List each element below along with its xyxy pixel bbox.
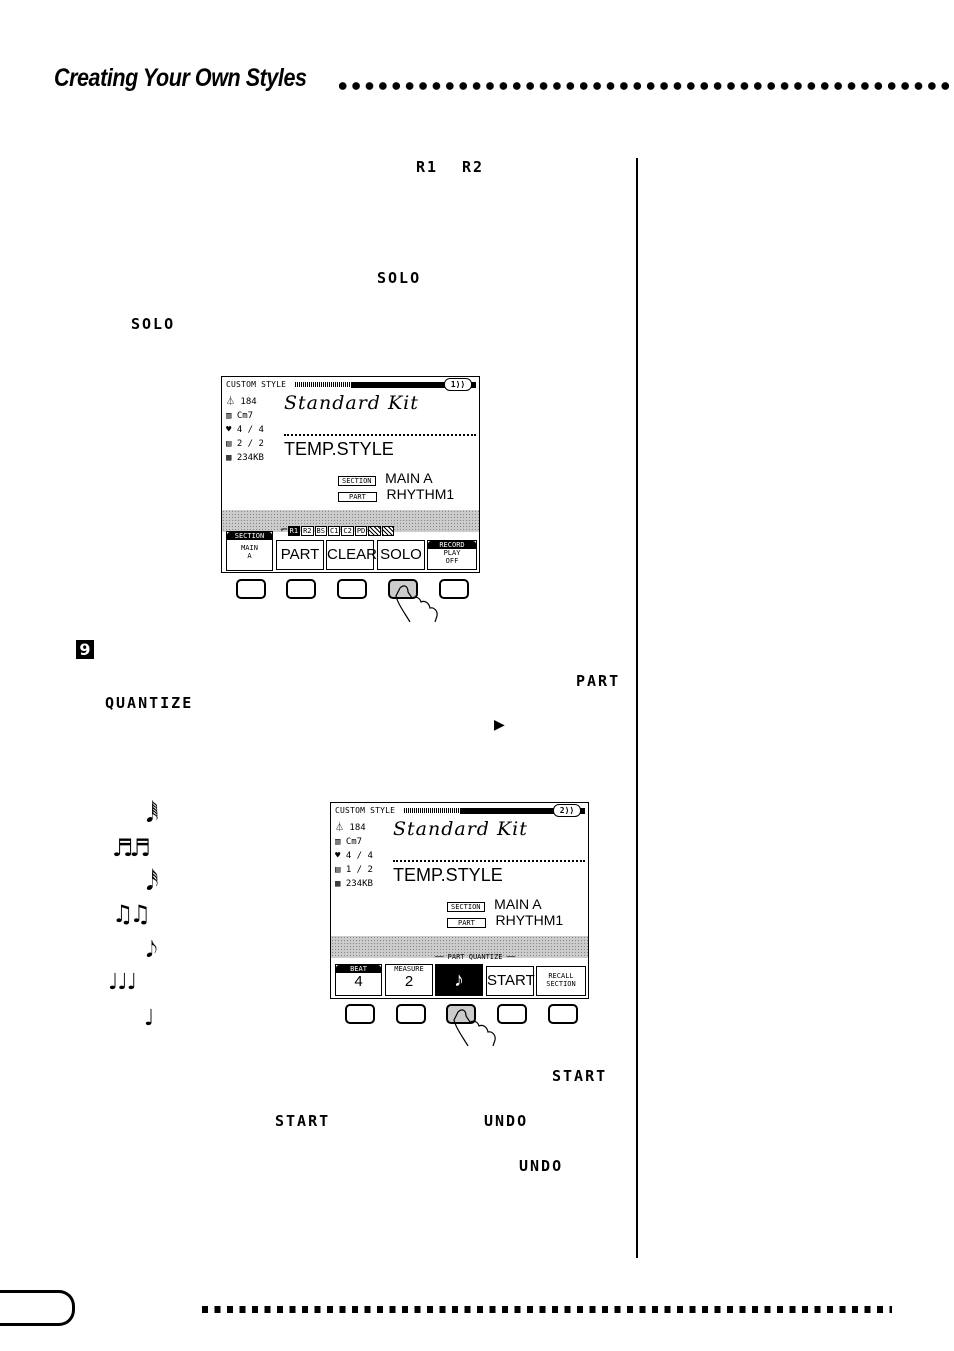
panel-button-2[interactable] [396,1004,426,1024]
heart-icon-row: ♥ 4 / 4 [226,425,264,435]
part-tag: PART [447,918,486,928]
softkey-value: RECALL [548,972,574,980]
softkey-value: 2 [404,973,414,990]
panel-button-2[interactable] [286,579,316,599]
memory-icon-row: ▦ 234KB [335,879,373,889]
header-dot-rule [336,80,954,92]
part-row [447,910,563,929]
keyword-quantize: QUANTIZE [105,694,194,712]
part-box-r2: R2 [303,527,312,535]
panel-button-5[interactable] [548,1004,578,1024]
softkey-part: PART [276,540,324,570]
lcd-info-column [335,821,373,891]
part-value: RHYTHM1 [386,486,455,502]
softkey-value: MAIN [241,544,258,552]
tempo-icon-row: ⏃ 184 [226,397,257,407]
softkey-note-eighth-icon: ♪ [435,964,483,996]
style-name: TEMP.STYLE [393,865,503,885]
memory-icon-row: ▦ 234KB [226,453,264,463]
part-selector: ⌐ R1 R2 BS C1 C2 PD [281,523,395,536]
note-quarter-icon: ♩ [144,1006,155,1031]
panel-button-1[interactable] [345,1004,375,1024]
section-tag: SECTION [447,902,485,912]
note-16th-icon: 𝅘𝅥𝅮 [146,938,158,963]
note-group-64th-icon: ♬♬ [112,834,148,862]
chord-icon-row: ▥ Cm7 [226,411,254,421]
softkey-measure [385,964,433,996]
right-arrow-icon: ▶ [494,717,505,733]
part-box-c1: C1 [329,527,339,535]
quantize-label-row: ── PART QUANTIZE ── [435,953,516,961]
section-value: MAIN A [385,470,433,486]
part-box-bs: BS [316,527,325,535]
keyword-solo: SOLO [377,269,422,287]
step-number: 9 [76,640,94,659]
keyword-start: START [275,1112,331,1130]
softkey-section [226,531,273,571]
softkey-value: PLAY [443,549,461,557]
tempo-icon-row: ⏃ 184 [335,823,366,833]
lcd-page-indicator: 1⟩⟩ [444,378,472,391]
softkey-start: START [486,966,534,996]
keyword-undo: UNDO [519,1157,564,1175]
pressing-hand-icon [448,1006,504,1048]
keyword-part: PART [576,672,621,690]
section-value: MAIN A [494,896,542,912]
keyword-undo: UNDO [484,1112,529,1130]
lcd-title: CUSTOM STYLE [335,806,396,815]
softkey-value: SECTION [546,980,576,988]
note-32nd-icon: 𝅘𝅥𝅰 [146,868,159,896]
keyword-solo: SOLO [131,315,176,333]
keyword-start: START [552,1067,608,1085]
footer-dash-rule [202,1306,892,1313]
note-triplet-icon: ♩♩♩ [108,970,137,995]
voice-name: Standard Kit [284,392,419,414]
panel-button-3[interactable] [337,579,367,599]
lcd-info-column [226,395,264,465]
softkey-value: 4 [354,973,363,990]
quantize-label: PART QUANTIZE [447,953,503,961]
softkey-solo: SOLO [377,540,425,570]
dotted-divider [393,860,585,862]
page-title: Creating Your Own Styles [54,64,307,92]
lcd-page-indicator: 2⟩⟩ [553,804,581,817]
lcd-screen-page1 [221,376,480,573]
section-tag: SECTION [338,476,376,486]
dotted-divider [284,434,476,436]
keyword-r2: R2 [462,158,485,176]
part-tag: PART [338,492,377,502]
lcd-title-hatch [404,808,460,813]
lcd-title-hatch [295,382,351,387]
pressing-hand-icon [390,582,446,624]
lcd-screen-page2 [330,802,589,999]
softkey-beat [335,964,382,996]
measure-icon-row: ▤ 2 / 2 [226,439,264,449]
softkey-value: OFF [445,557,459,565]
softkey-clear: CLEAR [326,540,374,570]
part-box-c2: C2 [343,527,352,535]
voice-name: Standard Kit [393,818,528,840]
column-divider [636,158,638,1258]
softkey-tag: SECTION [227,532,272,540]
softkey-recall-section [536,966,586,996]
note-group-32nd-icon: ♫♫ [112,900,148,928]
note-64th-icon: 𝅘𝅥𝅱 [146,800,159,828]
heart-icon-row: ♥ 4 / 4 [335,851,373,861]
keyword-r1: R1 [416,158,439,176]
part-box-r1: R1 [289,527,299,535]
part-value: RHYTHM1 [495,912,564,928]
part-box-empty [382,526,394,536]
part-box-empty [368,526,380,536]
softkey-record [427,540,477,570]
softkey-tag: MEASURE [394,965,424,973]
part-row [338,484,454,503]
softkey-tag: RECORD [428,541,476,549]
measure-icon-row: ▤ 1 / 2 [335,865,373,875]
style-name: TEMP.STYLE [284,439,394,459]
lcd-title: CUSTOM STYLE [226,380,287,389]
softkey-tag: BEAT [336,965,381,973]
chord-icon-row: ▥ Cm7 [335,837,363,847]
panel-button-1[interactable] [236,579,266,599]
part-box-pd: PD [356,527,366,535]
softkey-value: A [247,552,252,560]
page-number-tab [0,1290,75,1326]
